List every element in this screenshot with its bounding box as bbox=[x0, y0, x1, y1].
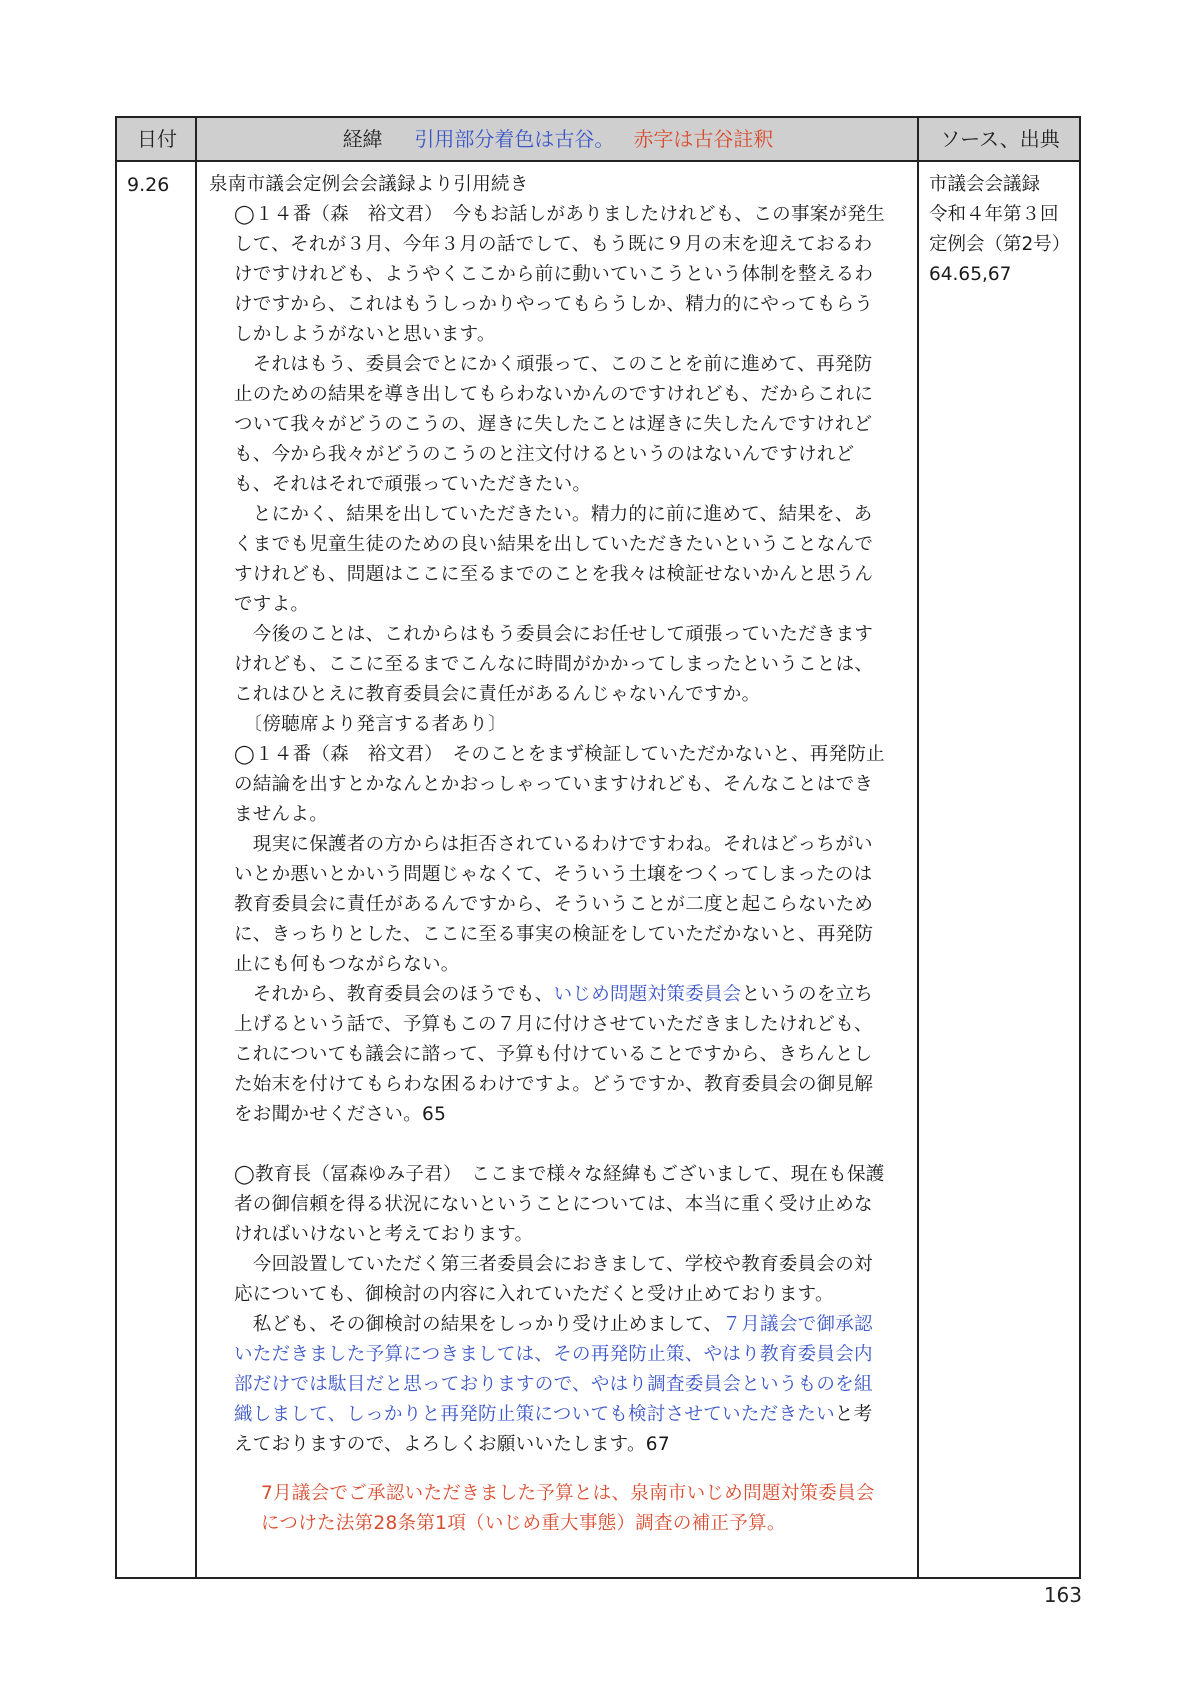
highlight-blue: ７月議会で御承認いただきました予算につきましては、その再発防止策、やはり教育委員会内部だけでは駄目だと思っておりますので、やはり調査委員会というものを組織しまして、しっかりと再発防止策についても検討させていただきたい bbox=[234, 1314, 873, 1425]
header-note-blue: 引用部分着色は古谷。 bbox=[414, 127, 615, 151]
row-title: 泉南市議会定例会会議録より引用続き bbox=[209, 174, 529, 195]
text: それから、教育委員会のほうでも、 bbox=[234, 984, 554, 1005]
row-source bbox=[929, 170, 1079, 290]
header-main bbox=[199, 118, 917, 160]
paragraph: それはもう、委員会でとにかく頑張って、このことを前に進めて、再発防止のための結果を導き出してもらわないかんのですけれども、だからこれについて我々がどうのこうの、遅きに失したことは遅きに失したんですけれども、今から我々がどうのこうのと注文付けるというのはないんですけれども、それはそれで頑張っていただきたい。 bbox=[234, 354, 874, 495]
page-number: 163 bbox=[1043, 1583, 1082, 1607]
paragraph: 今回設置していただく第三者委員会におきまして、学校や教育委員会の対応についても、御検討の内容に入れていただくと受け止めております。 bbox=[234, 1254, 873, 1305]
header-main-label: 経緯 bbox=[342, 127, 383, 151]
annotation-red: 7月議会でご承認いただきました予算とは、泉南市いじめ問題対策委員会につけた法第28条第1項（いじめ重大事態）調査の補正予算。 bbox=[261, 1482, 875, 1534]
header-note-red: 赤字は古谷註釈 bbox=[633, 127, 774, 151]
header-date: 日付 bbox=[137, 127, 177, 151]
quote-block bbox=[234, 200, 889, 1460]
paragraph: 今後のことは、これからはもう委員会にお任せして頑張っていただきますけれども、ここに至るまでこんなに時間がかかってしまったということは、これはひとえに教育委員会に責任があるんじゃないんですか。 bbox=[234, 624, 874, 705]
paragraph: 現実に保護者の方からは拒否されているわけですわね。それはどっちがいいとか悪いとかいう問題じゃなくて、そういう土壌をつくってしまったのは教育委員会に責任があるんですから、そういうことが二度と起こらないために、きっちりとした、ここに至る事実の検証をしていただかないと、再発防止にも何もつながらない。 bbox=[234, 834, 874, 975]
source-line: 市議会会議録 bbox=[929, 174, 1041, 195]
source-line: 定例会（第2号） bbox=[929, 234, 1071, 255]
record-table bbox=[115, 116, 1081, 1579]
paragraph: とにかく、結果を出していただきたい。精力的に前に進めて、結果を、あくまでも児童生徒のための良い結果を出していただきたいということなんですけれども、問題はここに至るまでのことを我々は検証せないかんと思うんですよ。 bbox=[234, 504, 874, 615]
paragraph: ◯教育長（冨森ゆみ子君） ここまで様々な経緯もございまして、現在も保護者の御信頼を得る状況にないということについては、本当に重く受け止めなければいけないと考えております。 bbox=[234, 1164, 885, 1245]
paragraph: ◯１４番（森 裕文君） そのことをまず検証していただかないと、再発防止の結論を出すとかなんとかおっしゃっていますけれども、そんなことはできませんよ。 bbox=[234, 744, 885, 825]
header-source: ソース、出典 bbox=[940, 127, 1060, 151]
paragraph: 〔傍聴席より発言する者あり〕 bbox=[234, 714, 507, 735]
row-main-text bbox=[209, 170, 889, 1557]
text: 私ども、その御検討の結果をしっかり受け止めまして、 bbox=[234, 1314, 723, 1335]
paragraph: ◯１４番（森 裕文君） 今もお話しがありましたけれども、この事案が発生して、それが３月、今年３月の話でして、もう既に９月の末を迎えておるわけですけれども、ようやくここから前に動いていこうという体制を整えるわけですから、これはもうしっかりやってもらうしか、精力的にやってもらうしかしようがないと思います。 bbox=[234, 204, 885, 345]
source-line: 令和４年第３回 bbox=[929, 204, 1059, 225]
row-date: 9.26 bbox=[127, 174, 170, 196]
blank-line bbox=[234, 1130, 889, 1160]
text: というのを立ち上げるという話で、予算もこの７月に付けさせていただきましたけれども、これについても議会に諮って、予算も付けていることですから、きちんとした始末を付けてもらわな困るわけですよ。どうですか、教育委員会の御見解をお聞かせください。65 bbox=[234, 984, 874, 1125]
paragraph bbox=[234, 1310, 889, 1460]
table-header bbox=[117, 118, 1079, 162]
paragraph bbox=[234, 980, 889, 1130]
source-line: 64.65,67 bbox=[929, 264, 1012, 285]
table-row bbox=[117, 162, 1079, 1577]
text: と考えておりますので、よろしくお願いいたします。67 bbox=[234, 1404, 873, 1455]
highlight-blue: いじめ問題対策委員会 bbox=[553, 984, 742, 1005]
